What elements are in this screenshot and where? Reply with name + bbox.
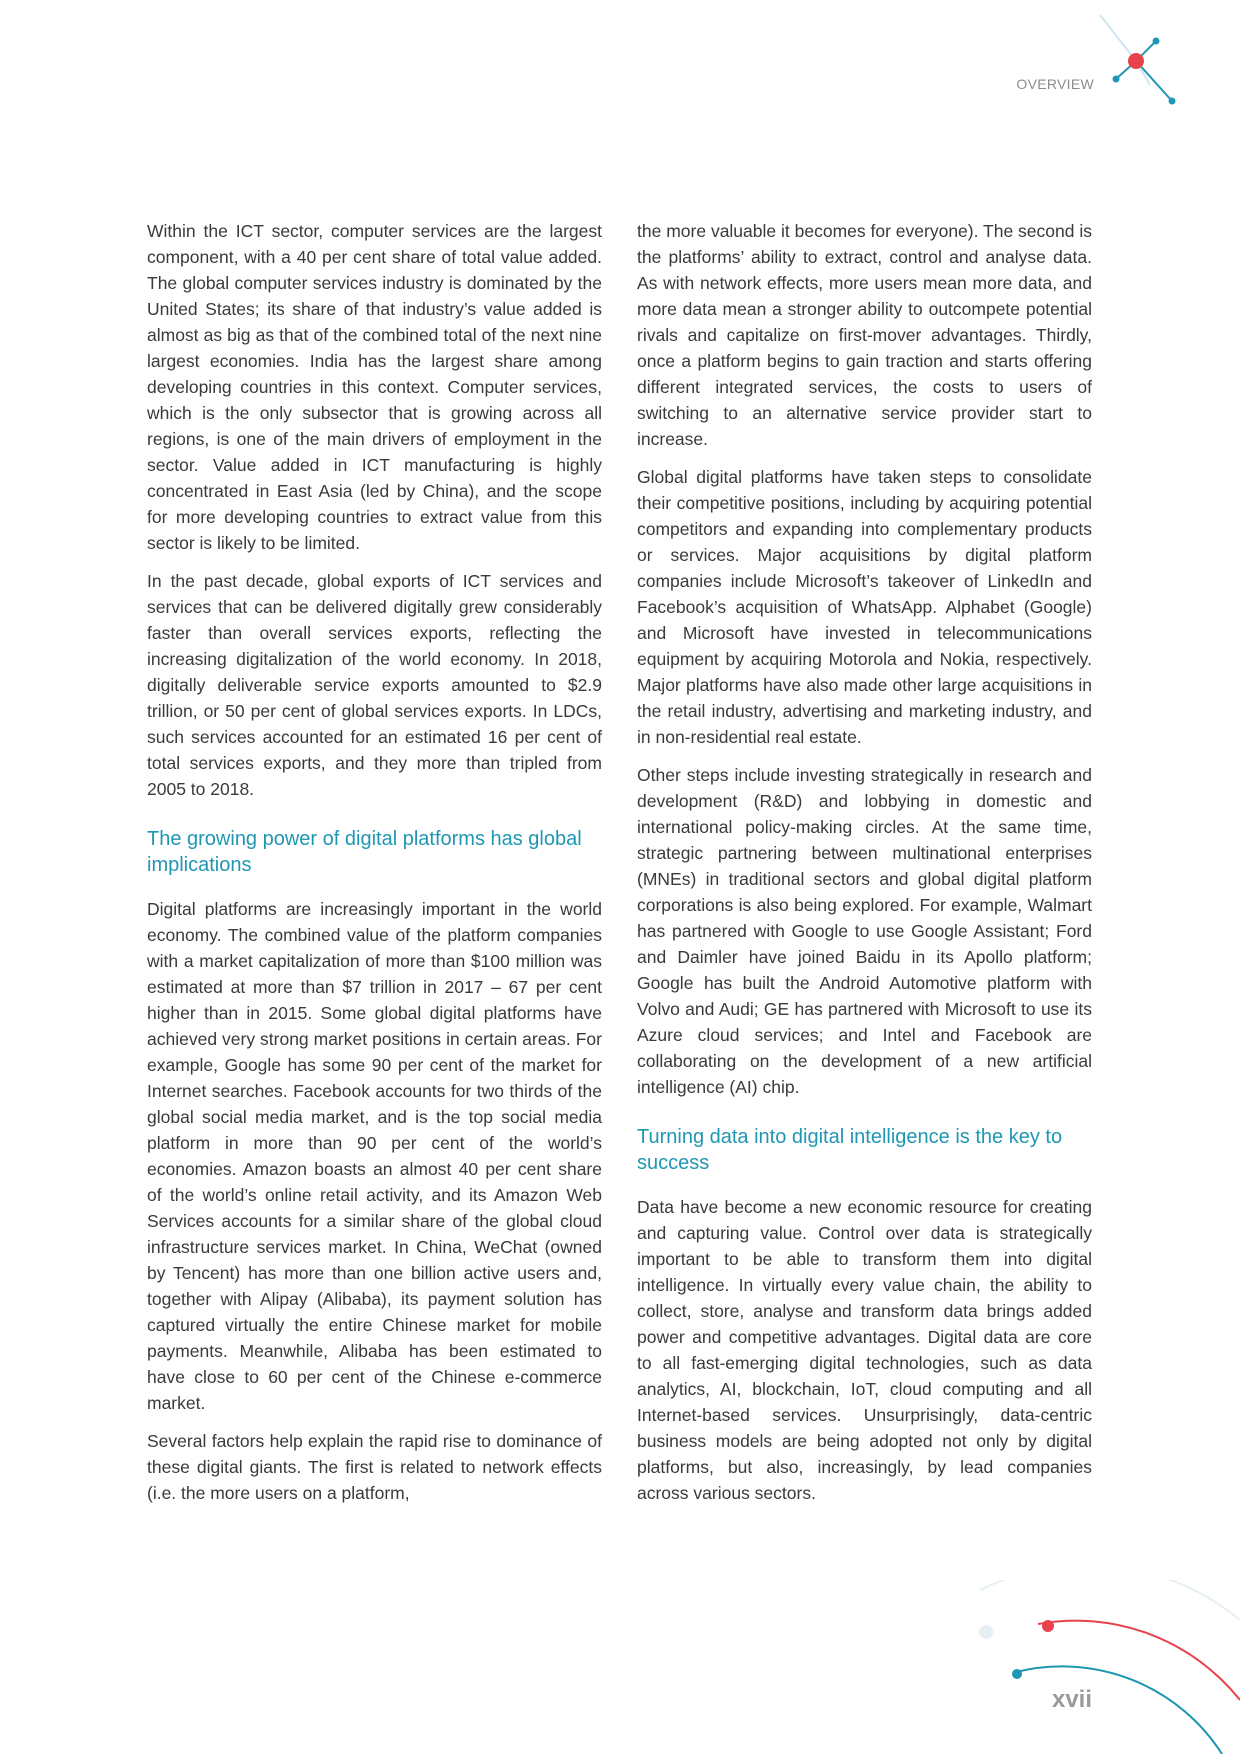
body-paragraph: Within the ICT sector, computer services are the largest component, with a 40 per cent share of total value added. The global computer services industry is dominated by the United States; its share of that industry’s value added is almost as big as that of the combined total of the next nine largest economies. India has the largest share among developing countries in this context. Computer services, which is the only subsector that is growing across all regions, is one of the main drivers of employment in the sector. Value added in ICT manufacturing is highly concentrated in East Asia (led by China), and the scope for more developing countries to extract value from this sector is likely to be limited. xyxy=(147,221,602,553)
body-paragraph: Several factors help explain the rapid rise to dominance of these digital giants. The first is related to network effects (i.e. the more users on a platform, xyxy=(147,1431,602,1503)
body-paragraph: the more valuable it becomes for everyone). The second is the platforms’ ability to extract, control and analyse data. As with network effects, more users mean more data, and more data mean a stronger ability to outcompete potential rivals and capitalize on first-mover advantages. Thirdly, once a platform begins to gain traction and starts offering different integrated services, the costs to users of switching to an alternative service provider start to increase. xyxy=(637,221,1092,449)
page-number: xvii xyxy=(1051,1686,1092,1713)
right-column xyxy=(637,218,1092,1518)
body-paragraph: Data have become a new economic resource for creating and capturing value. Control over data is strategically important to be able to transform them into digital intelligence. In virtually every value chain, the ability to collect, store, analyse and transform data brings added power and competitive advantages. Digital data are core to all fast-emerging digital technologies, such as data analytics, AI, blockchain, IoT, cloud computing and all Internet-based services. Unsurprisingly, data-centric business models are being adopted not only by digital platforms, but also, increasingly, by lead companies across various sectors. xyxy=(637,1197,1092,1503)
left-column xyxy=(147,218,602,1518)
section-label: OVERVIEW xyxy=(1016,76,1094,92)
network-node-icon xyxy=(1100,15,1190,115)
body-paragraph: Global digital platforms have taken steps to consolidate their competitive positions, including by acquiring potential competitors and expanding into complementary products or services. Major acquisitions by digital platform companies include Microsoft’s takeover of LinkedIn and Facebook’s acquisition of WhatsApp. Alphabet (Google) and Microsoft have invested in telecommunications equipment by acquiring Motorola and Nokia, respectively. Major platforms have also made other large acquisitions in the retail industry, advertising and marketing industry, and in non-residential real estate. xyxy=(637,467,1092,747)
body-paragraph: In the past decade, global exports of ICT services and services that can be delivered digitally grew considerably faster than overall services exports, reflecting the increasing digitalization of the world economy. In 2018, digitally deliverable service exports amounted to $2.9 trillion, or 50 per cent of global services exports. In LDCs, such services accounted for an estimated 16 per cent of total services exports, and they more than tripled from 2005 to 2018. xyxy=(147,571,602,799)
body-paragraph: Digital platforms are increasingly important in the world economy. The combined value of the platform companies with a market capitalization of more than $100 million was estimated at more than $7 trillion in 2017 – 67 per cent higher than in 2015. Some global digital platforms have achieved very strong market positions in certain areas. For example, Google has some 90 per cent of the market for Internet searches. Facebook accounts for two thirds of the global social media market, and is the top social media platform in more than 90 per cent of the world’s economies. Amazon boasts an almost 40 per cent share of the world’s online retail activity, and its Amazon Web Services accounts for a similar share of the global cloud infrastructure services market. In China, WeChat (owned by Tencent) has more than one billion active users and, together with Alipay (Alibaba), its payment solution has captured virtually the entire Chinese market for mobile payments. Meanwhile, Alibaba has been estimated to have close to 60 per cent of the Chinese e-commerce market. xyxy=(147,899,602,1413)
section-heading: Turning data into digital intelligence is the key to success xyxy=(637,1126,1063,1174)
section-heading: The growing power of digital platforms has global implications xyxy=(147,828,582,876)
orbit-arcs-decoration xyxy=(960,1580,1240,1754)
body-paragraph: Other steps include investing strategically in research and development (R&D) and lobbying in domestic and international policy-making circles. At the same time, strategic partnering between multinational enterprises (MNEs) in traditional sectors and global digital platform corporations is also being explored. For example, Walmart has partnered with Google to use Google Assistant; Ford and Daimler have joined Baidu in its Apollo platform; Google has built the Android Automotive platform with Volvo and Audi; GE has partnered with Microsoft to use its Azure cloud services; and Intel and Facebook are collaborating on the development of a new artificial intelligence (AI) chip. xyxy=(637,765,1092,1097)
